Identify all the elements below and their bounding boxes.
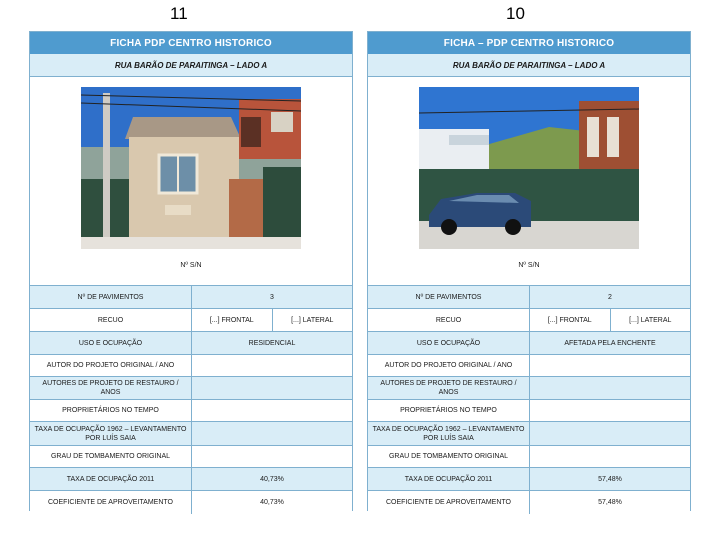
field-value: 57,48%: [598, 475, 622, 483]
heritage-sheet: [29, 31, 353, 511]
table-row: [368, 446, 690, 468]
field-value: 2: [608, 293, 612, 301]
field-label: USO E OCUPAÇÃO: [368, 332, 530, 354]
recuo-frontal: [...] FRONTAL: [209, 316, 254, 324]
heritage-sheet: [367, 31, 691, 511]
table-row: [368, 332, 690, 355]
field-label: GRAU DE TOMBAMENTO ORIGINAL: [368, 446, 530, 467]
sheet-title: FICHA – PDP CENTRO HISTORICO: [368, 32, 690, 54]
field-label: AUTORES DE PROJETO DE RESTAURO / ANOS: [30, 377, 192, 399]
table-row: [368, 491, 690, 514]
table-row: [368, 309, 690, 332]
property-number: Nº S/N: [180, 262, 202, 269]
field-label: PROPRIETÁRIOS NO TEMPO: [30, 400, 192, 421]
table-row: [368, 422, 690, 446]
table-row: [30, 309, 352, 332]
table-row: [368, 355, 690, 377]
field-label: GRAU DE TOMBAMENTO ORIGINAL: [30, 446, 192, 467]
table-row: [368, 468, 690, 491]
field-label: COEFICIENTE DE APROVEITAMENTO: [30, 491, 192, 514]
field-value: 40,73%: [260, 475, 284, 483]
table-row: [30, 355, 352, 377]
table-row: [30, 468, 352, 491]
field-value: AFETADA PELA ENCHENTE: [564, 339, 656, 347]
field-label: TAXA DE OCUPAÇÃO 2011: [30, 468, 192, 490]
field-label: TAXA DE OCUPAÇÃO 1962 – LEVANTAMENTO POR LUÍS SAIA: [368, 422, 530, 445]
recuo-frontal: [...] FRONTAL: [547, 316, 592, 324]
field-label: TAXA DE OCUPAÇÃO 1962 – LEVANTAMENTO POR LUÍS SAIA: [30, 422, 192, 445]
field-label: RECUO: [30, 309, 192, 331]
field-label: USO E OCUPAÇÃO: [30, 332, 192, 354]
field-label: AUTOR DO PROJETO ORIGINAL / ANO: [30, 355, 192, 376]
table-row: [30, 491, 352, 514]
field-label: RECUO: [368, 309, 530, 331]
table-row: [30, 422, 352, 446]
field-label: AUTOR DO PROJETO ORIGINAL / ANO: [368, 355, 530, 376]
building-photo: [81, 87, 301, 249]
page-number: 10: [506, 4, 525, 23]
field-label: PROPRIETÁRIOS NO TEMPO: [368, 400, 530, 421]
recuo-lateral: [...] LATERAL: [272, 309, 353, 331]
field-value: 3: [270, 293, 274, 301]
page-number: 11: [170, 4, 188, 23]
field-label: Nº DE PAVIMENTOS: [30, 286, 192, 308]
field-label: TAXA DE OCUPAÇÃO 2011: [368, 468, 530, 490]
table-row: [30, 377, 352, 400]
field-value: 57,48%: [598, 499, 622, 506]
table-row: [30, 446, 352, 468]
sheet-title: FICHA PDP CENTRO HISTORICO: [30, 32, 352, 54]
table-row: [368, 400, 690, 422]
table-row: [30, 286, 352, 309]
field-label: Nº DE PAVIMENTOS: [368, 286, 530, 308]
street-subtitle: RUA BARÃO DE PARAITINGA – LADO A: [368, 54, 690, 77]
table-row: [30, 400, 352, 422]
field-value: 40,73%: [260, 499, 284, 506]
property-number: Nº S/N: [518, 262, 540, 269]
table-row: [368, 377, 690, 400]
street-subtitle: RUA BARÃO DE PARAITINGA – LADO A: [30, 54, 352, 77]
field-value: RESIDENCIAL: [248, 339, 296, 347]
field-label: AUTORES DE PROJETO DE RESTAURO / ANOS: [368, 377, 530, 399]
recuo-lateral: [...] LATERAL: [610, 309, 691, 331]
table-row: [30, 332, 352, 355]
field-label: COEFICIENTE DE APROVEITAMENTO: [368, 491, 530, 514]
table-row: [368, 286, 690, 309]
building-photo: [419, 87, 639, 249]
